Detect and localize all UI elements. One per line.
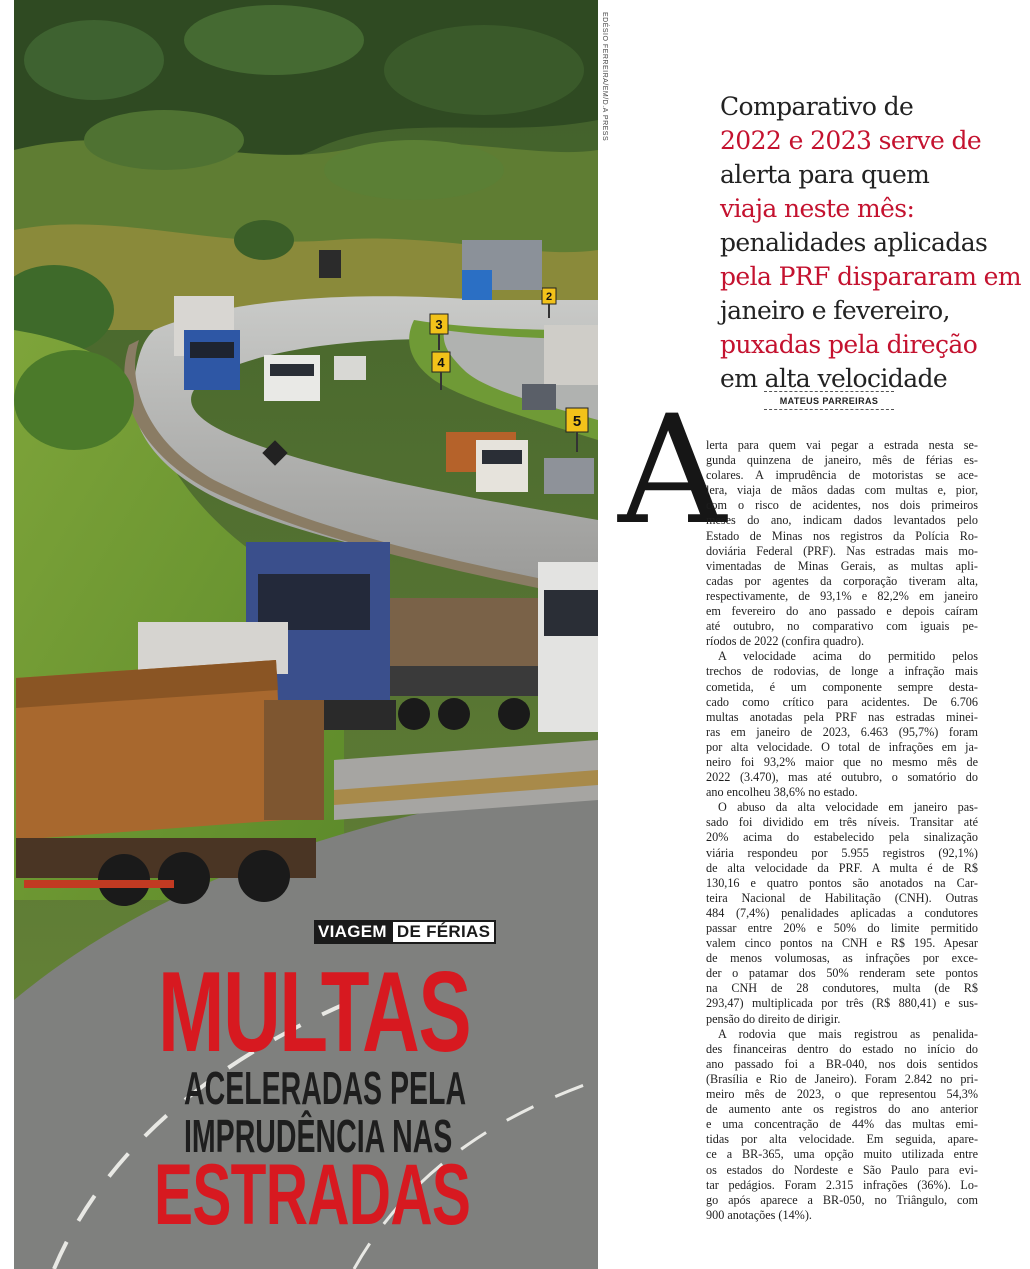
body-line: ce a BR-365, uma opção muito utilizada entre <box>706 1147 978 1162</box>
body-line: viária respondeu por 5.955 registros (92,1%) <box>706 845 978 860</box>
body-line: passar entre 20% e 50% do limite permitido <box>706 921 978 935</box>
kicker-part1: VIAGEM <box>314 920 391 944</box>
sign-number: 3 <box>435 317 443 332</box>
body-line: lerta para quem vai pegar a estrada nesta se- <box>706 438 978 452</box>
drop-cap: A <box>618 384 727 558</box>
body-line: e uma concentração de 44% das multas emi- <box>706 1117 978 1132</box>
body-line: neiro foi 93,2% maior que no mesmo mês de <box>706 754 978 769</box>
body-line: des financeiras dentro do estado no início do <box>706 1041 978 1056</box>
sign-number: 2 <box>545 291 553 303</box>
deck-line: puxadas pela direção <box>720 330 978 359</box>
car <box>334 356 366 380</box>
sign-number: 5 <box>572 413 582 430</box>
body-line: cadas por agentes da corporação tiveram alta, <box>706 573 978 588</box>
body-line: Estado de Minas nos registros da Polícia Ro- <box>706 528 978 543</box>
body-line: go após aparece a BR-050, no Triângulo, com <box>706 1192 978 1207</box>
truck <box>538 562 598 732</box>
deck-line: penalidades aplicadas <box>720 228 988 257</box>
body-line: cado como crítico para acidentes. De 6.706 <box>706 694 978 709</box>
body-line: gunda quinzena de janeiro, mês de férias es- <box>706 453 978 468</box>
paragraph-2 <box>706 649 978 800</box>
paragraph-1 <box>706 438 978 649</box>
body-line: meiro mês de 2023, o que representou 54,3% <box>706 1087 978 1102</box>
body-line: 900 anotações (14%). <box>706 1207 812 1222</box>
deck-line: em alta velocidade <box>720 364 948 393</box>
body-line: der o patamar dos 50% renderam sete pontos <box>706 966 978 981</box>
body-line: O abuso da alta velocidade em janeiro pas- <box>718 800 978 815</box>
paragraph-3 <box>706 800 978 1026</box>
body-line: lera, viaja de mãos dadas com multas e, pior, <box>706 483 978 498</box>
deck-line: Comparativo de <box>720 92 914 121</box>
body-line: de aumento ante os registros do ano anterior <box>706 1102 978 1117</box>
body-line: valem cinco pontos na CNH e R$ 195. Apesar <box>706 936 978 951</box>
body-line: por alta velocidade. O total de infrações em ja- <box>706 739 978 754</box>
body-line: ano encolheu 38,6% no estado. <box>706 785 858 800</box>
body-line: 293,47) multiplicada por três (R$ 880,41) e sus- <box>706 996 978 1011</box>
body-line: respectivamente, de 93,1% e 82,2% em janeiro <box>706 588 978 603</box>
body-line: 2022 (3.470), mas até outubro, o somatório do <box>706 770 978 785</box>
body-line: pensão do direito de dirigir. <box>706 1011 841 1026</box>
body-line: trechos de rodovias, de longe a infração mais <box>706 664 978 679</box>
truck <box>544 325 598 385</box>
body-line: ano passado foi a BR-040, nos dois sentidos <box>706 1056 978 1071</box>
body-line: colares. A imprudência de motoristas se ace- <box>706 468 978 483</box>
deck-line: alerta para quem <box>720 160 930 189</box>
section-kicker <box>314 920 496 944</box>
photo-credit: EDÉSIO FERREIRA/EM/D.A PRESS <box>601 12 608 142</box>
body-line: vimentadas de Minas Gerais, as multas apli- <box>706 558 978 573</box>
paragraph-4 <box>706 1027 978 1223</box>
body-line: cometida, é um componente sempre desta- <box>706 679 978 694</box>
body-line: ríodos de 2022 (confira quadro). <box>706 634 865 649</box>
body-line: 20% acima do estabelecido pela sinalização <box>706 830 978 845</box>
body-line: de menos volumosas, as infrações por exce- <box>706 951 978 966</box>
byline: MATEUS PARREIRAS <box>764 391 894 410</box>
deck-line: pela PRF dispararam em <box>720 262 1021 291</box>
car <box>522 384 556 410</box>
body-line: 130,16 e quatro pontos são anotados na Car- <box>706 875 978 890</box>
headline-line1: MULTAS <box>158 949 471 1076</box>
deck-line: janeiro e fevereiro, <box>720 296 950 325</box>
body-line: em fevereiro do ano passado e depois caíram <box>706 604 978 619</box>
car <box>544 458 594 494</box>
kicker-part2: DE FÉRIAS <box>391 920 496 944</box>
body-line: ras em janeiro de 2023, 6.463 (95,7%) foram <box>706 724 978 739</box>
body-line: na CNH de 28 condutores, multa (de R$ <box>706 981 978 996</box>
body-line: 484 (7,4%) penalidades aplicadas a condutores <box>706 905 978 920</box>
body-line: até outubro, no comparativo com iguais pe- <box>706 619 978 634</box>
headline-line3: IMPRUDÊNCIA NAS <box>184 1110 453 1162</box>
car <box>264 355 320 401</box>
body-line: A velocidade acima do permitido pelos <box>718 649 978 664</box>
body-line: os estados do Nordeste e São Paulo para evi- <box>706 1162 978 1177</box>
headline-line2: ACELERADAS PELA <box>184 1062 467 1114</box>
body-line: A rodovia que mais registrou as penalida- <box>718 1026 978 1041</box>
body-line: doviária Federal (PRF). Nas estradas mais mo- <box>706 543 978 558</box>
body-line: com o risco de acidentes, nos dois primeiros <box>706 498 978 513</box>
deck-line: viaja neste mês: <box>720 194 915 223</box>
body-line: tidas por alta velocidade. Em seguida, apare- <box>706 1132 978 1147</box>
body-line: de alta velocidade da PRF. A multa é de R$ <box>706 860 978 875</box>
deck-line: 2022 e 2023 serve de <box>720 126 982 155</box>
body-line: meses do ano, indicam dados levantados pelo <box>706 513 978 528</box>
deck <box>720 90 1020 396</box>
headline-line4: ESTRADAS <box>154 1147 471 1243</box>
article-body <box>706 438 978 1223</box>
sign-number: 4 <box>437 355 445 370</box>
body-line: (Brasília e Rio de Janeiro). Foram 2.842 no pri- <box>706 1071 978 1086</box>
body-line: sado foi dividido em três níveis. Transitar até <box>706 815 978 830</box>
body-line: teira Nacional de Habilitação (CNH). Outras <box>706 890 978 905</box>
body-line: multas anotadas pela PRF nas estradas minei- <box>706 709 978 724</box>
body-line: tar pedágios. Foram 2.315 infrações (36%). Lo- <box>706 1177 978 1192</box>
